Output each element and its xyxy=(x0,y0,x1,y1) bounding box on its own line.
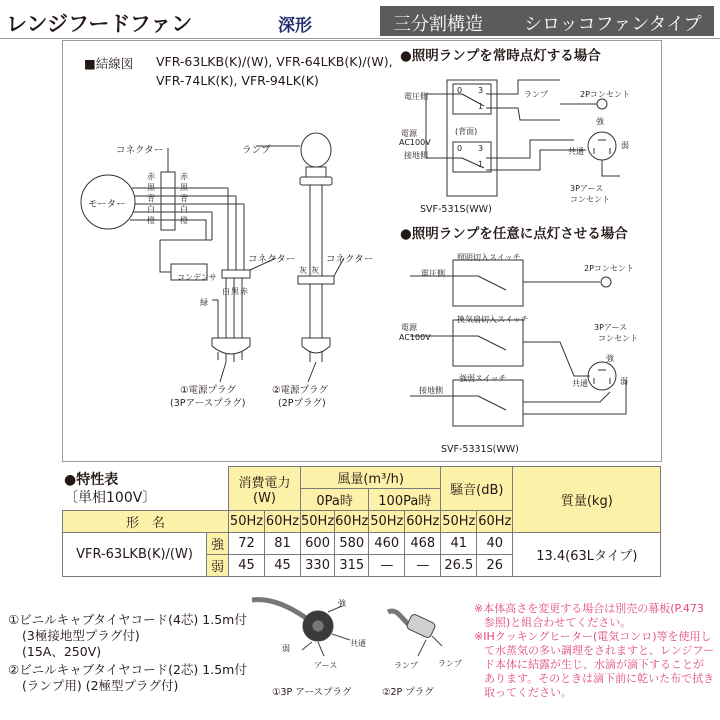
outlet-3p-sub-label: コンセント xyxy=(570,195,610,204)
wire-color-label: 灰 xyxy=(311,266,319,275)
wire-color-label: 黒 xyxy=(231,287,239,296)
note-line: あります。そのときは滴下前に乾いた布で拭き xyxy=(484,672,715,685)
table-cell: 45 xyxy=(265,555,301,577)
capacitor-label: コンデンサ xyxy=(177,273,217,282)
col-0pa-header: 0Pa時 xyxy=(301,489,369,511)
note-line: て水蒸気の多い調理をされますと、レンジフー xyxy=(484,644,715,657)
wire-color-label: 白 xyxy=(180,205,188,214)
plug3p-common: 共通 xyxy=(350,639,366,648)
motor-label: モーター xyxy=(88,199,126,210)
plug2p-caption: ②2P プラグ xyxy=(382,687,434,698)
wire-color-label: 赤 xyxy=(180,172,188,181)
power-label: 電源 xyxy=(401,323,417,332)
specs-voltage: 〔単相100V〕 xyxy=(64,490,157,506)
page-title: レンジフードファン xyxy=(6,12,193,36)
note-line: ※本体高さを変更する場合は別売の幕板(P.473 xyxy=(474,602,704,615)
table-cell: 45 xyxy=(229,555,265,577)
table-cell: 40 xyxy=(477,533,513,555)
wire-color-label: 緑 xyxy=(200,298,208,307)
mass-cell: 13.4(63Lタイプ) xyxy=(513,533,661,577)
ground-side-label: 接地側 xyxy=(419,386,443,395)
plug2p-lamp: ランプ xyxy=(438,659,462,668)
cord2-line1: ②ビニルキャブタイヤコード(2芯) 1.5m付 xyxy=(8,662,247,677)
outlet-2p-label: 2Pコンセント xyxy=(580,90,630,99)
strong-label: 強 xyxy=(606,354,614,363)
plug1-label: ①電源プラグ xyxy=(180,385,237,396)
hz-header: 50Hz xyxy=(229,511,265,533)
table-cell: 600 xyxy=(301,533,335,555)
strength-switch-label: 強弱スイッチ xyxy=(459,374,507,383)
weak-label: 弱 xyxy=(620,377,628,386)
col-model-header: 形 名 xyxy=(63,511,229,533)
table-cell: 330 xyxy=(301,555,335,577)
strong-label: 強 xyxy=(596,117,604,126)
switch-model-label: SVF-5331S(WW) xyxy=(441,444,519,455)
wire-color-label: 白 xyxy=(222,287,230,296)
outlet-2p-label: 2Pコンセント xyxy=(584,264,634,273)
switch-terminal-label: 0 xyxy=(457,144,463,153)
switch-terminal-label: 3 xyxy=(478,86,484,95)
case1-heading: ●照明ランプを常時点灯する場合 xyxy=(400,48,601,64)
col-noise-header: 騒音(dB) xyxy=(441,467,513,511)
outlet-3p-label: 3Pアース xyxy=(570,184,604,193)
table-cell: 580 xyxy=(335,533,369,555)
wire-color-label: 赤 xyxy=(147,172,155,181)
connector-label-3: コネクター xyxy=(326,254,374,265)
table-cell: 26 xyxy=(477,555,513,577)
table-cell: — xyxy=(369,555,405,577)
back-label: (背面) xyxy=(455,127,478,136)
hz-header: 60Hz xyxy=(335,511,369,533)
switch-model-label: SVF-531S(WW) xyxy=(420,204,492,215)
wire-color-label: 白 xyxy=(147,205,155,214)
common-label: 共通 xyxy=(572,379,588,388)
cord1-line1: ①ビニルキャブタイヤコード(4芯) 1.5m付 xyxy=(8,612,247,627)
ground-side-label: 接地側 xyxy=(404,151,428,160)
plug3p-earth: アース xyxy=(314,661,338,670)
switch-terminal-label: 1 xyxy=(478,160,484,169)
table-cell: 81 xyxy=(265,533,301,555)
lamp-switch-label: 照明切入スイッチ xyxy=(457,253,521,262)
col-mass-header: 質量(kg) xyxy=(513,467,661,533)
col-100pa-header: 100Pa時 xyxy=(369,489,441,511)
switch-terminal-label: 1 xyxy=(478,102,484,111)
wire-color-label: 青 xyxy=(180,194,188,203)
plug2-type: (2Pプラグ) xyxy=(278,398,326,409)
table-cell: 460 xyxy=(369,533,405,555)
header-band-structure: 三分割構造 xyxy=(393,14,483,35)
hz-header: 50Hz xyxy=(369,511,405,533)
voltage-side-label: 電圧側 xyxy=(404,92,428,101)
note-line: 取ってください。 xyxy=(484,686,572,699)
mode-cell: 強 xyxy=(207,533,229,555)
wire-color-label: 青 xyxy=(147,194,155,203)
note-line: ド本体に結露が生じ、水滴が滴下することが xyxy=(484,658,704,671)
power-voltage-label: AC100V xyxy=(399,333,431,342)
hz-header: 60Hz xyxy=(265,511,301,533)
wiring-heading: ■結線図 xyxy=(84,56,134,71)
wire-color-label: 橙 xyxy=(180,216,188,225)
plug3p-strong: 強 xyxy=(338,599,346,608)
model-cell: VFR-63LKB(K)/(W) xyxy=(63,533,207,577)
table-cell: 468 xyxy=(405,533,441,555)
wire-color-label: 赤 xyxy=(240,287,248,296)
note-line: 参照)と組合わせてください。 xyxy=(484,616,632,629)
common-label: 共通 xyxy=(568,147,584,156)
switch-terminal-label: 3 xyxy=(478,144,484,153)
wire-color-label: 黒 xyxy=(147,183,155,192)
plug3p-caption: ①3P アースプラグ xyxy=(272,687,352,698)
weak-label: 弱 xyxy=(621,141,629,150)
note-line: ※IHクッキングヒーター(電気コンロ)等を使用し xyxy=(474,630,712,643)
connector-label-1: コネクター xyxy=(116,145,164,156)
outlet-3p-label: 3Pアース xyxy=(594,323,628,332)
col-airflow-header: 風量(m³/h) xyxy=(301,467,441,489)
table-cell: — xyxy=(405,555,441,577)
hz-header: 60Hz xyxy=(477,511,513,533)
specs-heading: ●特性表 xyxy=(64,472,119,488)
hz-header: 50Hz xyxy=(441,511,477,533)
fan-switch-label: 換気扇切入スイッチ xyxy=(457,315,529,324)
hz-header: 50Hz xyxy=(301,511,335,533)
plug-2p-symbol xyxy=(406,613,436,638)
plug2p-lamp: ランプ xyxy=(394,661,418,670)
table-cell: 26.5 xyxy=(441,555,477,577)
wiring-models-line2: VFR-74LK(K), VFR-94LK(K) xyxy=(156,73,319,88)
table-cell: 41 xyxy=(441,533,477,555)
header-band-type: シロッコファンタイプ xyxy=(524,14,702,35)
power-label: 電源 xyxy=(401,129,417,138)
wire-color-label: 黒 xyxy=(180,183,188,192)
wire-color-label: 灰 xyxy=(299,266,307,275)
lamp-label: ランプ xyxy=(242,145,271,156)
plug2-label: ②電源プラグ xyxy=(272,385,329,396)
power-voltage-label: AC100V xyxy=(399,138,431,147)
table-cell: 315 xyxy=(335,555,369,577)
cord2-line2: (ランプ用) (2極型プラグ付) xyxy=(22,678,179,693)
connector-label-2: コネクター xyxy=(248,254,296,265)
outlet-3p-sub-label: コンセント xyxy=(598,334,638,343)
cord1-line2: (3極接地型プラグ付) xyxy=(22,628,140,643)
wiring-models-line1: VFR-63LKB(K)/(W), VFR-64LKB(K)/(W), xyxy=(156,54,393,69)
case2-heading: ●照明ランプを任意に点灯させる場合 xyxy=(400,226,628,242)
table-cell: 72 xyxy=(229,533,265,555)
page-subtitle: 深形 xyxy=(278,16,312,36)
plug1-type: (3Pアースプラグ) xyxy=(170,398,246,409)
plug3p-weak: 弱 xyxy=(282,644,290,653)
col-power-header: 消費電力(W) xyxy=(229,467,301,511)
switch-terminal-label: 0 xyxy=(457,86,463,95)
wire-color-label: 橙 xyxy=(147,216,155,225)
cord-2p xyxy=(388,611,408,624)
voltage-side-label: 電圧側 xyxy=(421,269,445,278)
lamp-label: ランプ xyxy=(524,90,548,99)
cord-3p xyxy=(252,600,306,618)
mode-cell: 弱 xyxy=(207,555,229,577)
cord1-line3: (15A、250V) xyxy=(22,644,102,659)
hz-header: 60Hz xyxy=(405,511,441,533)
